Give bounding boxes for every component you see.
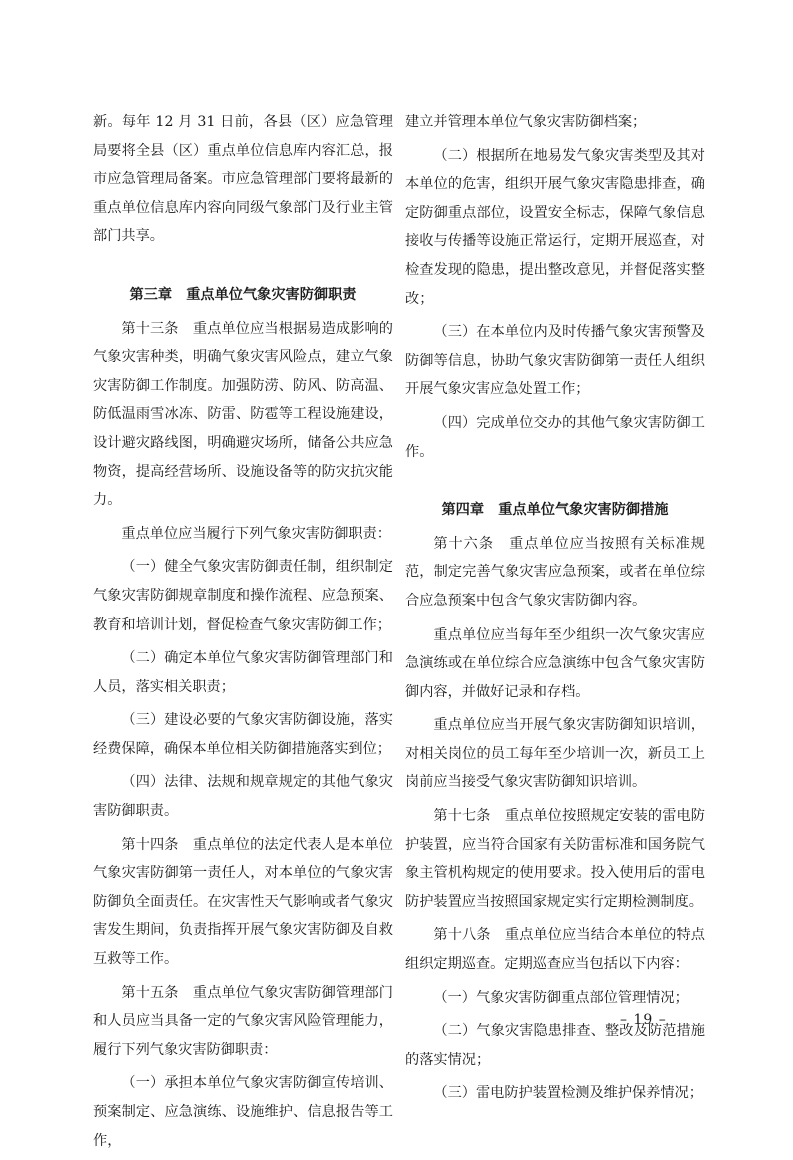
- article-13-duties-intro: 重点单位应当履行下列气象灾害防御职责：: [121, 525, 391, 542]
- article-18-item-2: （二）气象灾害隐患排查、整改及防范措施的落实情况；: [405, 1023, 705, 1068]
- chapter-3-heading: 第三章 重点单位气象灾害防御职责: [129, 286, 357, 303]
- article-15-paragraph: 第十五条 重点单位气象灾害防御管理部门和人员应当具备一定的气象灾害风险管理能力，履行下列气象灾害防御职责：: [93, 984, 393, 1058]
- left-column: [93, 108, 393, 1160]
- article-16-paragraph-2: 重点单位应当每年至少组织一次气象灾害应急演练或在单位综合应急演练中包含气象灾害防御内容，并做好记录和存档。: [405, 626, 705, 700]
- article-13-paragraph: 第十三条 重点单位应当根据易造成影响的气象灾害种类，明确气象灾害风险点，建立气象灾害防御工作制度。加强防涝、防风、防高温、防低温雨雪冰冻、防雷、防雹等工程设施建设，设计避灾路线图，明确避灾场所，储备公共应急物资，提高经营场所、设施设备等的防灾抗灾能力。: [93, 320, 393, 509]
- article-14-paragraph: 第十四条 重点单位的法定代表人是本单位气象灾害防御第一责任人，对本单位的气象灾害防御负全面责任。在灾害性天气影响或者气象灾害发生期间，负责指挥开展气象灾害防御及自救互救等工作。: [93, 836, 393, 968]
- article-15-item-2: （二）根据所在地易发气象灾害类型及其对本单位的危害，组织开展气象灾害隐患排查，确定防御重点部位，设置安全标志，保障气象信息接收与传播等设施正常运行，定期开展巡查，对检查发现的隐患，提出整改意见，并督促落实整改；: [405, 147, 705, 307]
- article-15-item-1-end: 建立并管理本单位气象灾害防御档案；: [405, 114, 647, 130]
- page-number: – 19 –: [620, 1012, 667, 1028]
- article-16-paragraph-1: 第十六条 重点单位应当按照有关标准规范，制定完善气象灾害应急预案，或者在单位综合应急预案中包含气象灾害防御内容。: [405, 535, 705, 609]
- article-17-paragraph: 第十七条 重点单位按照规定安装的雷电防护装置，应当符合国家有关防雷标准和国务院气象主管机构规定的使用要求。投入使用后的雷电防护装置应当按照国家规定实行定期检测制度。: [405, 808, 705, 910]
- article-15-item-1-start: （一）承担本单位气象灾害防御宣传培训、预案制定、应急演练、设施维护、信息报告等工作，: [93, 1075, 393, 1149]
- article-13-item-4: （四）法律、法规和规章规定的其他气象灾害防御职责。: [93, 774, 393, 820]
- article-15-item-4: （四）完成单位交办的其他气象灾害防御工作。: [405, 414, 705, 460]
- article-16-paragraph-3: 重点单位应当开展气象灾害防御知识培训，对相关岗位的员工每年至少培训一次，新员工上岗前应当接受气象灾害防御知识培训。: [405, 717, 705, 791]
- article-18-item-3: （三）雷电防护装置检测及维护保养情况；: [433, 1085, 703, 1102]
- article-18-paragraph: 第十八条 重点单位应当结合本单位的特点组织定期巡查。定期巡查应当包括以下内容：: [405, 927, 705, 973]
- article-18-item-1: （一）气象灾害防御重点部位管理情况；: [433, 989, 689, 1006]
- right-column: [405, 108, 705, 1113]
- article-13-item-3: （三）建设必要的气象灾害防御设施，落实经费保障，确保本单位相关防御措施落实到位；: [93, 712, 393, 757]
- chapter-4-heading: 第四章 重点单位气象灾害防御措施: [441, 502, 669, 519]
- article-15-item-3: （三）在本单位内及时传播气象灾害预警及防御等信息，协助气象灾害防御第一责任人组织开展气象灾害应急处置工作；: [405, 324, 705, 398]
- article-13-item-1: （一）健全气象灾害防御责任制，组织制定气象灾害防御规章制度和操作流程、应急预案、教育和培训计划，督促检查气象灾害防御工作；: [93, 559, 393, 633]
- paragraph-continued: 新。每年 12 月 31 日前，各县（区）应急管理局要将全县（区）重点单位信息库内容汇总，报市应急管理局备案。市应急管理部门要将最新的重点单位信息库内容向同级气象部门及行业主管部门共享。: [93, 114, 393, 245]
- article-13-item-2: （二）确定本单位气象灾害防御管理部门和人员，落实相关职责；: [93, 650, 393, 695]
